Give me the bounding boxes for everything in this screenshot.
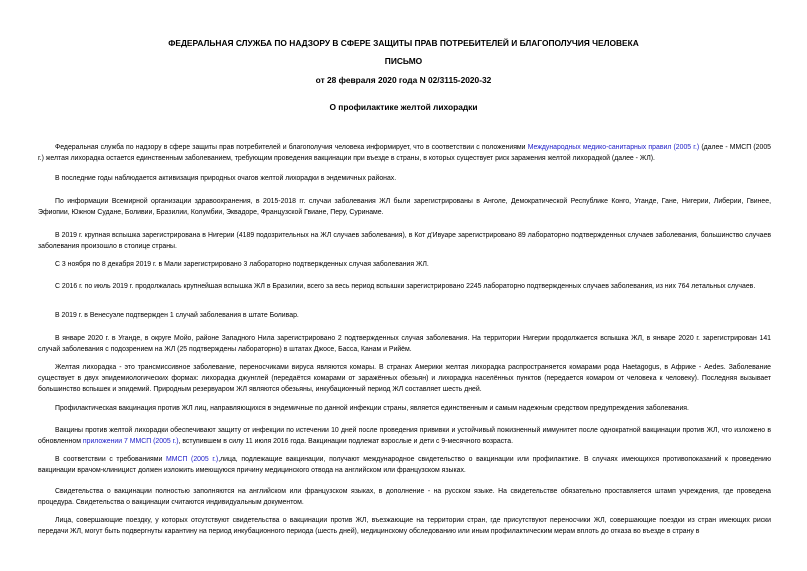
paragraph-1 (38, 142, 771, 164)
paragraph-14: Лица, совершающие поездку, у которых отсутствуют свидетельства о вакцинации против ЖЛ, въезжающие на территории стран, где присутствуют переносчики ЖЛ, совершающие поездки из стран имеющих риски передачи ЖЛ, могут быть подвергнуты карантину на период инкубационного периода (шесть дней), медицинскому обследованию или иным профилактическим мерам вплоть до отказа во въезде в страну в (38, 517, 771, 536)
paragraph-11 (38, 425, 771, 447)
ihr-annex-7-link[interactable]: приложении 7 ММСП (2005 г.) (82, 438, 179, 446)
paragraph-3: По информации Всемирной организации здравоохранения, в 2015-2018 гг. случаи заболевания ЖЛ были зарегистрированы в Анголе, Демократической Республике Конго, Уганде, Гане, Нигерии, Либерии, Гвинее, Эфиопии, Южном Судане, Боливии, Бразилии, Колумбии, Эквадоре, Французской Гвиане, Перу, Суринаме. (38, 198, 771, 217)
paragraph-11-text-a: Вакцины против желтой лихорадки обеспечивают защиту от инфекции по истечении 10 дней после проведения прививки и устойчивый пожизненный иммунитет после однократной вакцинации против ЖЛ, что изложено в обновленном (38, 427, 771, 446)
ihr-2005-link[interactable]: Международных медико-санитарных правил (2005 г.) (527, 144, 700, 151)
agency-title: ФЕДЕРАЛЬНАЯ СЛУЖБА ПО НАДЗОРУ В СФЕРЕ ЗАЩИТЫ ПРАВ ПОТРЕБИТЕЛЕЙ И БЛАГОПОЛУЧИЯ ЧЕЛОВЕКА (168, 38, 639, 48)
paragraph-2: В последние годы наблюдается активизация природных очагов желтой лихорадки в эндемичных районах. (55, 175, 397, 182)
document-type: ПИСЬМО (384, 56, 423, 66)
document-subject: О профилактике желтой лихорадки (329, 102, 478, 112)
paragraph-1-text-b: (далее - ММСП (2005 г.) желтая лихорадка остается единственным заболеванием, требующим проведения вакцинации при въезде в страны, в которых существует риск заражения желтой лихорадкой (далее - ЖЛ). (38, 144, 771, 163)
paragraph-13: Свидетельства о вакцинации полностью заполняются на английском или французском языках, в дополнение - на русском языке. На свидетельстве обязательно проставляется штамп учреждения, где проведена процедура. Свидетельства о вакцинации считаются индивидуальным документом. (38, 488, 771, 507)
paragraph-1-text-a: Федеральная служба по надзору в сфере защиты прав потребителей и благополучия человека информирует, что в соответствии с положениями (55, 144, 528, 151)
paragraph-12-text-a: В соответствии с требованиями (55, 456, 166, 463)
paragraph-6: С 2016 г. по июль 2019 г. продолжалась крупнейшая вспышка ЖЛ в Бразилии, всего за весь период вспышки зарегистрировано 2245 лабораторно подтвержденных случаев заболевания, из них 764 летальных случаев. (55, 283, 756, 290)
paragraph-12-text-b: ,лица, подлежащие вакцинации, получают международное свидетельство о вакцинации или профилактике. В случаях имеющихся противопоказаний к проведению вакцинации врачом-клиницист должен изложить имеющуюся причину медицинского отвода на английском или французском языках. (38, 456, 771, 475)
document-date-number: от 28 февраля 2020 года N 02/3115-2020-32 (315, 75, 492, 85)
paragraph-7: В 2019 г. в Венесуэле подтвержден 1 случай заболевания в штате Боливар. (55, 312, 299, 319)
paragraph-8: В январе 2020 г. в Уганде, в округе Мойо, районе Западного Нила зарегистрировано 2 подтвержденных случая заболевания. На территории Нигерии продолжается вспышка ЖЛ, в январе 2020 г. зарегистрирован 141 случай заболевания с подозрением на ЖЛ (25 подтверждены лабораторно) в штатах Джосе, Басса, Канам и Рийём. (38, 335, 771, 354)
paragraph-11-text-b: , вступившем в силу 11 июля 2016 года. Вакцинации подлежат взрослые и дети с 9-месячного возраста. (178, 438, 513, 446)
paragraph-5: С 3 ноября по 8 декабря 2019 г. в Мали зарегистрировано 3 лабораторно подтвержденных случая заболевания ЖЛ. (55, 261, 429, 268)
ihr-2005-link-2[interactable]: ММСП (2005 г.) (165, 456, 219, 463)
paragraph-4: В 2019 г. крупная вспышка зарегистрирована в Нигерии (4189 подозрительных на ЖЛ случаев заболевания), в Кот д'Ивуаре зарегистрировано 89 лабораторно подтвержденных случаев заболевания, большинство случаев заболевания произошло в столице страны. (38, 232, 771, 251)
paragraph-9: Желтая лихорадка - это трансмиссивное заболевание, переносчиками вируса являются комары. В странах Америки желтая лихорадка распространяется комарами рода Haetagogus, в Африке - Aedes. Заболевание существует в двух эпидемиологических формах: лихорадка джунглей (передаётся комарами от заражённых обезьян) и лихорадка населённых пунктов (передается комаром от человека к человеку). Последняя вызывает большинство вспышек и эпидемий. Природным резервуаром ЖЛ являются обезьяны, инкубационный период ЖЛ составляет шесть дней. (38, 364, 771, 394)
paragraph-12 (38, 454, 771, 476)
paragraph-10: Профилактическая вакцинация против ЖЛ лиц, направляющихся в эндемичные по данной инфекции страны, является единственным и самым надежным средством предупреждения заболевания. (55, 405, 689, 412)
